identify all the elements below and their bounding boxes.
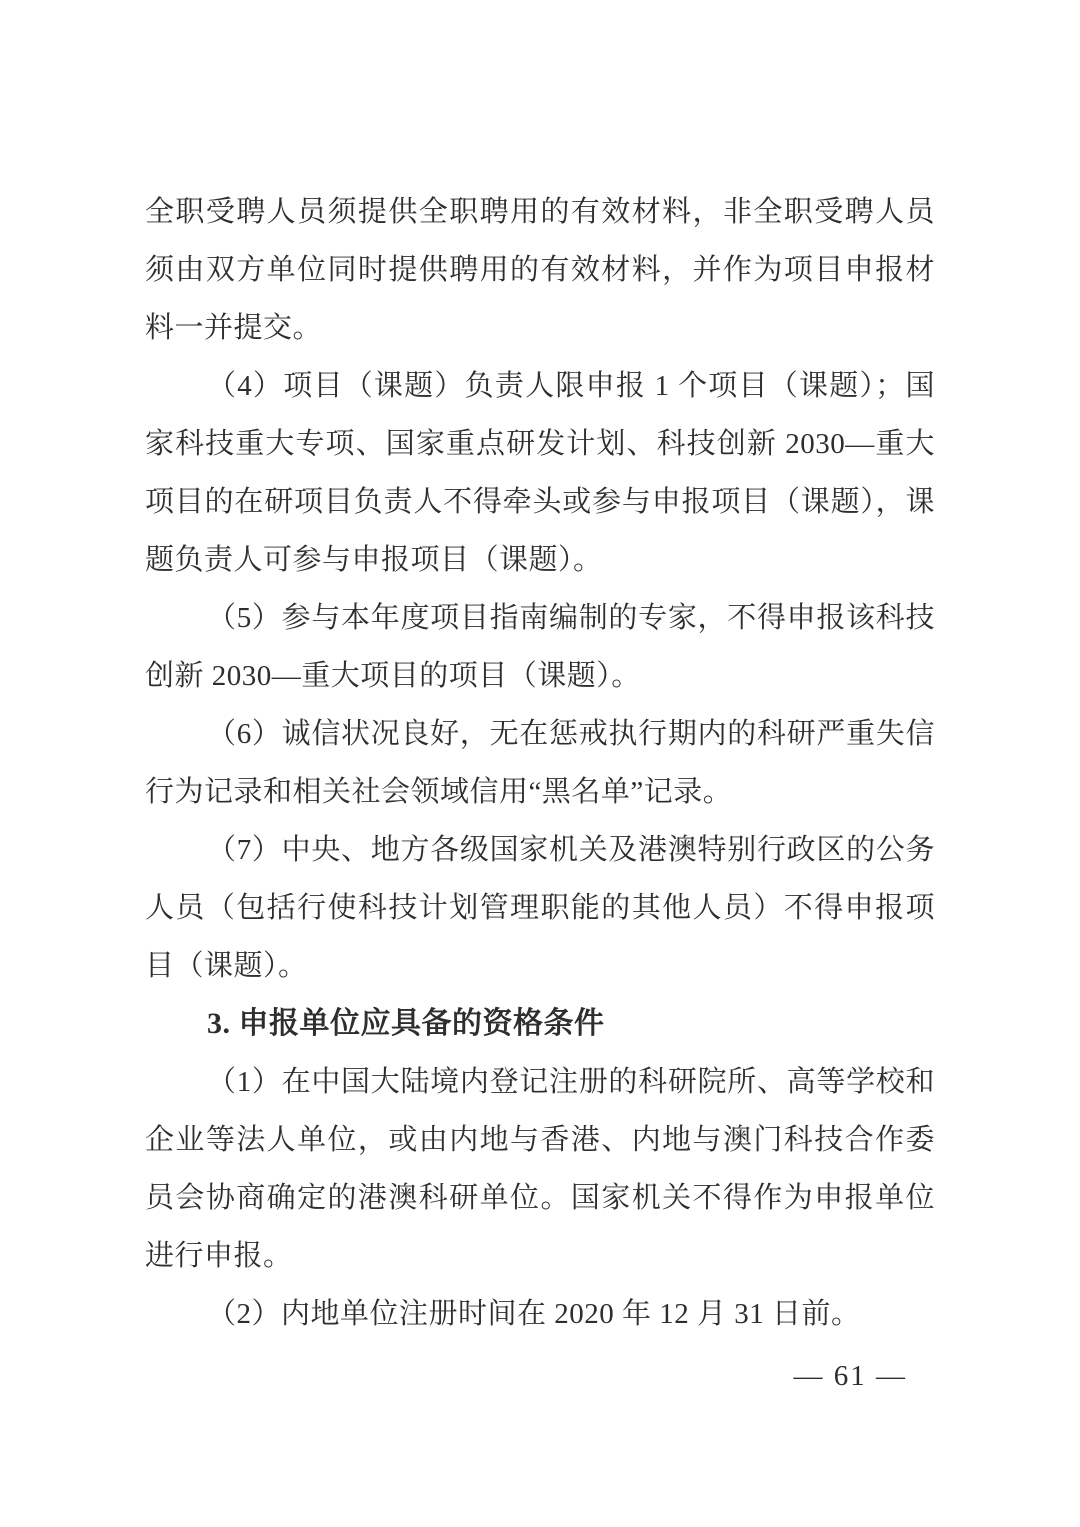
paragraph-item-2-unit: （2）内地单位注册时间在 2020 年 12 月 31 日前。 (207, 1298, 861, 1330)
page-number-label: — 61 — (793, 1360, 907, 1392)
section-heading-3: 3. 申报单位应具备的资格条件 (207, 1007, 605, 1040)
paragraph-item-7: （7）中央、地方各级国家机关及港澳特别行政区的公务人员（包括行使科技计划管理职能的其他人员）不得申报项目（课题）。 (145, 834, 935, 982)
paragraph-item-1-unit: （1）在中国大陆境内登记注册的科研院所、高等学校和企业等法人单位，或由内地与香港、内地与澳门科技合作委员会协商确定的港澳科研单位。国家机关不得作为申报单位进行申报。 (145, 1066, 935, 1272)
paragraph-fulltime-materials: 全职受聘人员须提供全职聘用的有效材料，非全职受聘人员须由双方单位同时提供聘用的有效材料，并作为项目申报材料一并提交。 (145, 196, 935, 344)
document-body (145, 183, 935, 1343)
paragraph-item-5: （5）参与本年度项目指南编制的专家，不得申报该科技创新 2030—重大项目的项目（课题）。 (145, 602, 935, 692)
paragraph-item-6: （6）诚信状况良好，无在惩戒执行期内的科研严重失信行为记录和相关社会领域信用“黑名单”记录。 (145, 718, 935, 808)
paragraph-item-4: （4）项目（课题）负责人限申报 1 个项目（课题）；国家科技重大专项、国家重点研发计划、科技创新 2030—重大项目的在研项目负责人不得牵头或参与申报项目（课题），课题负责人可参与申报项目（课题）。 (145, 370, 935, 576)
